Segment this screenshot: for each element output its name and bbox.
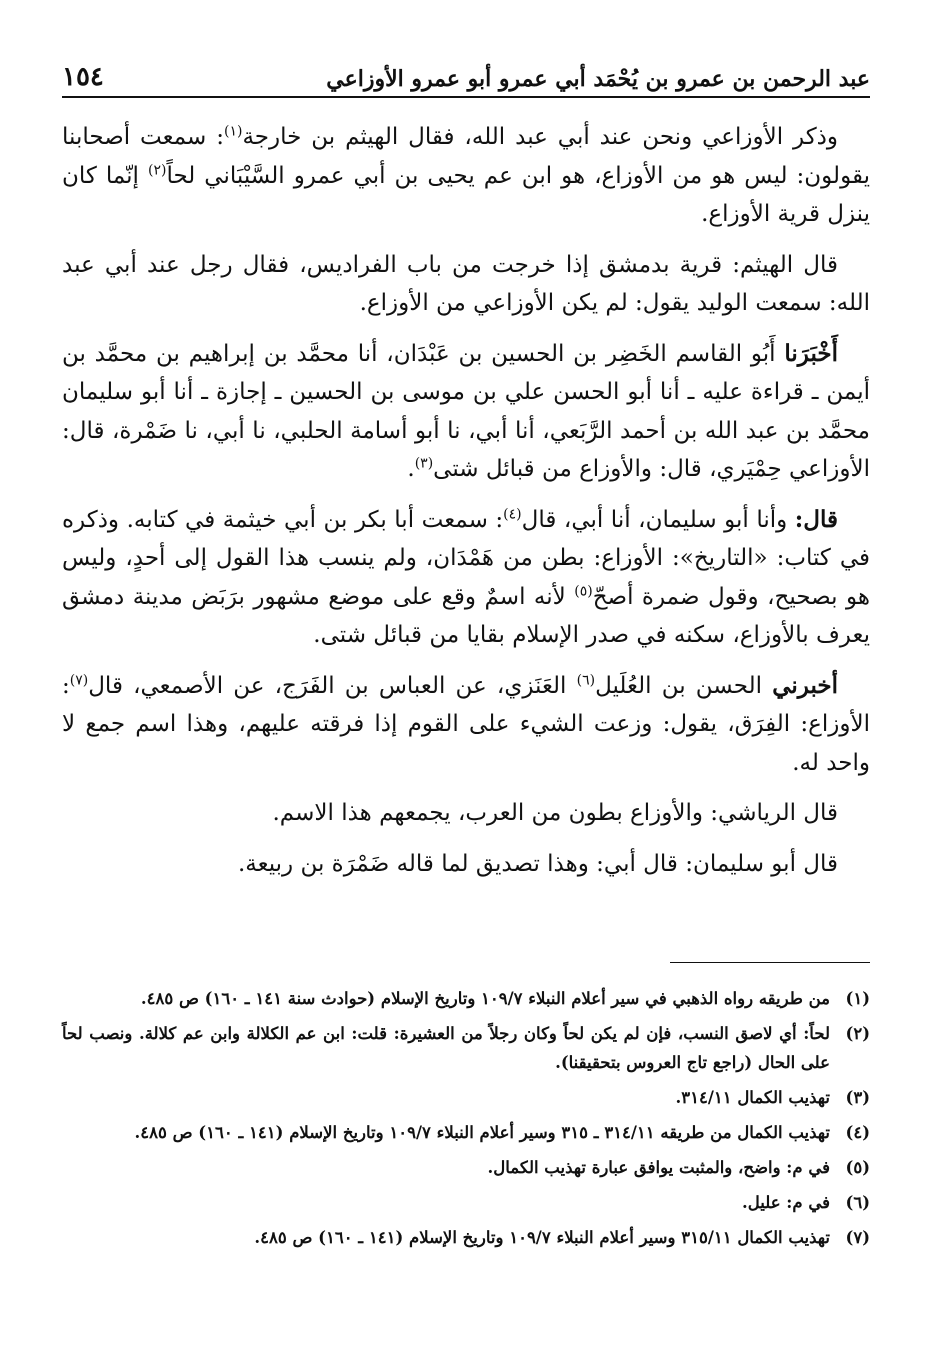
paragraph-text: العَنَزي، عن العباس بن الفَرَج، عن الأصمعي، قال <box>88 672 577 699</box>
paragraph-text: أَبُو القاسم الخَضِر بن الحسين بن عَبْدَان، أنا محمَّد بن إبراهيم بن محمَّد بن أيمن ـ قراءة عليه ـ أنا أبو الحسن علي بن موسى بن الحسين ـ إجازة ـ أنا أبو سليمان محمَّد بن عبد الله بن أحمد الرَّبَعي، أنا أبي، نا أبو أسامة الحلبي، نا أبي، نا ضَمْرة، قال: الأوزاعي حِمْيَري، قال: والأوزاع من قبائل شتى <box>62 340 870 482</box>
paragraph <box>62 794 870 833</box>
footnote-item <box>62 1019 870 1077</box>
paragraph-text: إنّما كان ينزل قرية الأوزاع. <box>62 162 870 227</box>
page-header <box>62 56 870 98</box>
paragraph <box>62 246 870 323</box>
footnote-marker: (١) <box>223 123 243 140</box>
footnote-item <box>62 1153 870 1182</box>
paragraph-lead-word: أَخْبَرَنا <box>784 339 838 367</box>
paragraph <box>62 845 870 884</box>
paragraph-text: : سمعت أصحابنا يقولون: ليس هو من الأوزاع، هو ابن عم يحيى بن أبي عمرو السَّيْبَاني لحاً <box>62 124 870 189</box>
footnote-marker: (٤) <box>503 505 522 522</box>
paragraph-lead-word: أخبرني <box>772 671 838 699</box>
paragraph-text: : الأوزاع: الفِرَق، يقول: وزعت الشيء على القوم إذا فرقته عليهم، وهذا اسم جمع لا واحد له. <box>62 672 870 776</box>
paragraph <box>62 501 870 655</box>
footnote-text: في م: واضح، والمثبت يوافق عبارة تهذيب الكمال. <box>487 1158 830 1177</box>
running-title: عبد الرحمن بن عمرو بن يُحْمَد أبي عمرو أبو عمرو الأوزاعي <box>326 66 870 92</box>
footnote-number: (١) <box>845 989 870 1008</box>
paragraph-text: لأنه اسمٌ وقع على موضع مشهور برَبَض مدينة دمشق يعرف بالأوزاع، سكنه في صدر الإسلام بقايا من قبائل شتى. <box>62 583 870 648</box>
main-text <box>62 118 870 895</box>
footnote-text: تهذيب الكمال ٣١٤/١١. <box>675 1088 830 1107</box>
footnote-item <box>62 984 870 1013</box>
footnote-text: في م: عليل. <box>742 1193 830 1212</box>
footnote-marker: (٣) <box>414 455 434 472</box>
footnote-item <box>62 1083 870 1112</box>
paragraph-text: قال أبو سليمان: قال أبي: وهذا تصديق لما قاله ضَمْرَة بن ربيعة. <box>237 850 838 877</box>
footnote-number: (٧) <box>845 1228 870 1247</box>
footnote-marker: (٧) <box>69 671 89 688</box>
footnote-number: (٣) <box>845 1088 870 1107</box>
paragraph-text: وذكر الأوزاعي ونحن عند أبي عبد الله، فقال الهيثم بن خارجة <box>242 124 839 150</box>
footnote-text: لحاً: أي لاصق النسب، فإن لم يكن لحاً وكان رجلاً من العشيرة: قلت: ابن عم الكلالة وابن عم كلالة. ونصب لحاً على الحال (راجع تاج العروس بتحقيقنا). <box>62 1024 830 1072</box>
paragraph-text: قال الهيثم: قرية بدمشق إذا خرجت من باب الفراديس، فقال رجل عند أبي عبد الله: سمعت الوليد يقول: لم يكن الأوزاعي من الأوزاع. <box>62 251 870 316</box>
paragraph-text: . <box>407 456 415 482</box>
footnote-marker: (٦) <box>576 671 596 688</box>
footnotes <box>62 984 870 1258</box>
footnote-item <box>62 1223 870 1252</box>
page-number: ١٥٤ <box>62 62 104 92</box>
footnote-text: تهذيب الكمال من طريقه ٣١٤/١١ ـ ٣١٥ وسير أعلام النبلاء ١٠٩/٧ وتاريخ الإسلام (١٤١ ـ ١٦٠) ص ٤٨٥. <box>134 1123 830 1142</box>
footnote-marker: (٥) <box>574 582 593 599</box>
paragraph-text: قال الرياشي: والأوزاع بطون من العرب، يجمعهم هذا الاسم. <box>272 800 838 826</box>
paragraph <box>62 118 870 234</box>
footnote-divider <box>670 962 870 963</box>
paragraph-text: : سمعت أبا بكر بن أبي خيثمة في كتابه. وذكره في كتاب: «التاريخ»: الأوزاع: بطن من هَمْدَان، ولم ينسب هذا القول إلى أحدٍ، وليس هو بصحيح، وقول ضمرة أصحّ <box>62 506 870 610</box>
paragraph-text: الحسن بن العُلَيل <box>595 672 773 699</box>
footnote-number: (٤) <box>845 1123 870 1142</box>
footnote-item <box>62 1118 870 1147</box>
footnote-text: تهذيب الكمال ٣١٥/١١ وسير أعلام النبلاء ١٠٩/٧ وتاريخ الإسلام (١٤١ ـ ١٦٠) ص ٤٨٥. <box>254 1228 830 1247</box>
footnote-text: من طريقه رواه الذهبي في سير أعلام النبلاء ١٠٩/٧ وتاريخ الإسلام (حوادث سنة ١٤١ ـ ١٦٠) ص ٤٨٥. <box>140 989 830 1008</box>
paragraph-lead-word: قال: <box>794 505 838 533</box>
paragraph-text: وأنا أبو سليمان، أنا أبي، قال <box>521 506 795 533</box>
footnote-item <box>62 1188 870 1217</box>
footnote-number: (٦) <box>845 1193 870 1212</box>
paragraph <box>62 335 870 489</box>
footnote-number: (٥) <box>845 1158 870 1177</box>
footnote-marker: (٢) <box>147 161 167 178</box>
footnote-number: (٢) <box>845 1024 870 1043</box>
paragraph <box>62 667 870 783</box>
